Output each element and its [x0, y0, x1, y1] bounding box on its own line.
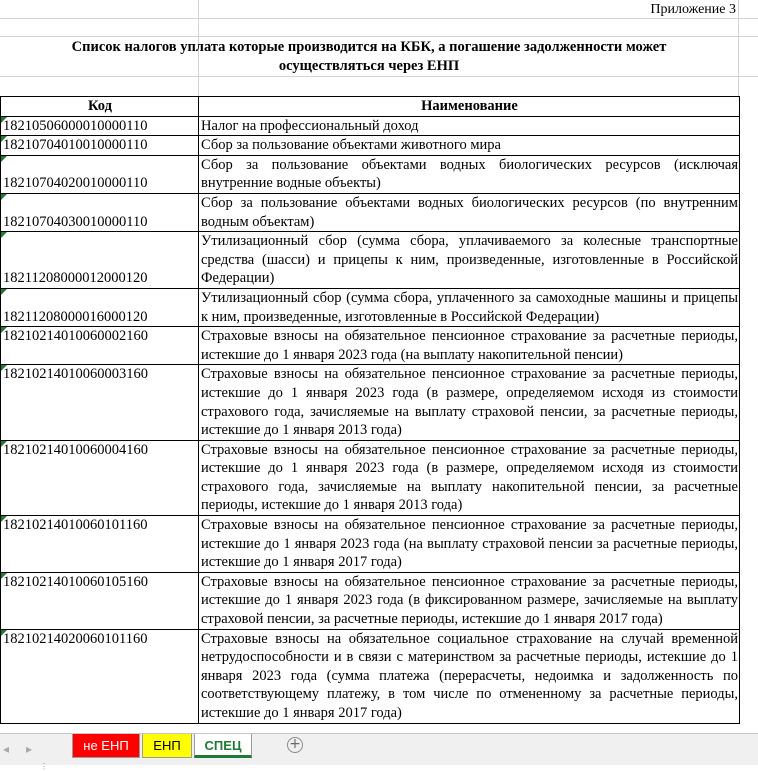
drag-handle-icon[interactable]: ⋮	[40, 762, 48, 771]
tax-name-cell[interactable]: Страховые взносы на обязательное пенсионное страхование за расчетные периоды, истекшие до 1 января 2023 года (на выплату накопительной пенсии)	[199, 327, 740, 365]
add-sheet-icon[interactable]: +	[287, 737, 303, 753]
kbk-table	[0, 96, 740, 724]
kbk-code-cell[interactable]: 18210704030010000110	[1, 193, 199, 231]
tax-name-cell[interactable]: Сбор за пользование объектами животного мира	[199, 136, 740, 156]
tax-name-cell[interactable]: Утилизационный сбор (сумма сбора, уплачиваемого за колесные транспортные средства (шасси) и прицепы к ним, произведенные, изготовленные в Российской Федерации)	[199, 232, 740, 289]
table-row	[1, 232, 740, 289]
kbk-code-cell[interactable]: 18210704020010000110	[1, 155, 199, 193]
table-row	[1, 155, 740, 193]
kbk-code-cell[interactable]: 18211208000012000120	[1, 232, 199, 289]
kbk-code-cell[interactable]: 18210214010060101160	[1, 516, 199, 573]
grid-line	[0, 18, 758, 19]
tax-name-cell[interactable]: Страховые взносы на обязательное пенсионное страхование за расчетные периоды, истекшие до 1 января 2023 года (в размере, определяемом исходя из стоимости страхового года, зачисляемые на выплату страховой пенсии, за расчетные периоды, истекшие до 1 января 2013 года)	[199, 365, 740, 440]
table-row	[1, 116, 740, 136]
header-code[interactable]: Код	[1, 97, 199, 117]
table-header-row	[1, 97, 740, 117]
kbk-code-cell[interactable]: 18211208000016000120	[1, 288, 199, 326]
tax-name-cell[interactable]: Страховые взносы на обязательное пенсионное страхование за расчетные периоды, истекшие до 1 января 2023 года (в фиксированном размере, зачисляемые на выплату страховой пенсии, за расчетные периоды, истекшие до 1 января 2017 года)	[199, 572, 740, 629]
sheet-title[interactable]	[0, 38, 738, 76]
appendix-label[interactable]: Приложение 3	[650, 2, 736, 17]
kbk-code-cell[interactable]: 18210214010060004160	[1, 440, 199, 515]
tax-name-cell[interactable]: Сбор за пользование объектами водных биологических ресурсов (исключая внутренние водные объекты)	[199, 155, 740, 193]
tax-name-cell[interactable]: Налог на профессиональный доход	[199, 116, 740, 136]
tax-name-cell[interactable]: Утилизационный сбор (сумма сбора, уплаченного за самоходные машины и прицепы к ним, произведенные, изготовленные в Российской Федерации)	[199, 288, 740, 326]
table-row	[1, 288, 740, 326]
kbk-code-cell[interactable]: 18210506000010000110	[1, 116, 199, 136]
table-row	[1, 440, 740, 515]
grid-line	[738, 0, 739, 96]
table-row	[1, 365, 740, 440]
kbk-code-cell[interactable]: 18210214010060003160	[1, 365, 199, 440]
tab-ne-enp[interactable]: не ЕНП	[72, 734, 140, 758]
header-name[interactable]: Наименование	[199, 97, 740, 117]
table-row	[1, 629, 740, 723]
tax-name-cell[interactable]: Сбор за пользование объектами водных биологических ресурсов (по внутренним водным объектам)	[199, 193, 740, 231]
tax-name-cell[interactable]: Страховые взносы на обязательное пенсионное страхование за расчетные периоды, истекшие до 1 января 2023 года (в размере, определяемом исходя из стоимости страхового года, зачисляемые на выплату накопительной пенсии, за расчетные периоды, истекшие до 1 января 2013 года)	[199, 440, 740, 515]
kbk-code-cell[interactable]: 18210214010060105160	[1, 572, 199, 629]
nav-prev-icon[interactable]: ▸	[26, 742, 33, 756]
table-row	[1, 136, 740, 156]
tax-name-cell[interactable]: Страховые взносы на обязательное пенсионное страхование за расчетные периоды, истекшие до 1 января 2023 года (на выплату страховой пенсии за расчетные периоды, истекшие до 1 января 2017 года)	[199, 516, 740, 573]
sheet-title-line1: Список налогов уплата которые производится на КБК, а погашение задолженности может	[71, 39, 667, 55]
kbk-code-cell[interactable]: 18210704010010000110	[1, 136, 199, 156]
sheet-tab-bar	[0, 733, 758, 771]
tab-spec[interactable]: СПЕЦ	[194, 734, 252, 758]
table-row	[1, 193, 740, 231]
nav-first-icon[interactable]: ◂	[3, 742, 10, 756]
kbk-code-cell[interactable]: 18210214020060101160	[1, 629, 199, 723]
tax-name-cell[interactable]: Страховые взносы на обязательное социальное страхование на случай временной нетрудоспособности и в связи с материнством за расчетные периоды, истекшие до 1 января 2023 года (сумма платежа (перерасчеты, недоимка и задолженность по соответствующему платежу, в том числе по отмененному за расчетные периоды, истекшие до 1 января 2017 года)	[199, 629, 740, 723]
table-row	[1, 516, 740, 573]
tab-enp[interactable]: ЕНП	[142, 734, 192, 758]
grid-line	[0, 76, 758, 77]
table-row	[1, 572, 740, 629]
kbk-code-cell[interactable]: 18210214010060002160	[1, 327, 199, 365]
sheet-title-line2: осуществляться через ЕНП	[278, 58, 460, 74]
grid-line	[0, 36, 758, 37]
table-row	[1, 327, 740, 365]
